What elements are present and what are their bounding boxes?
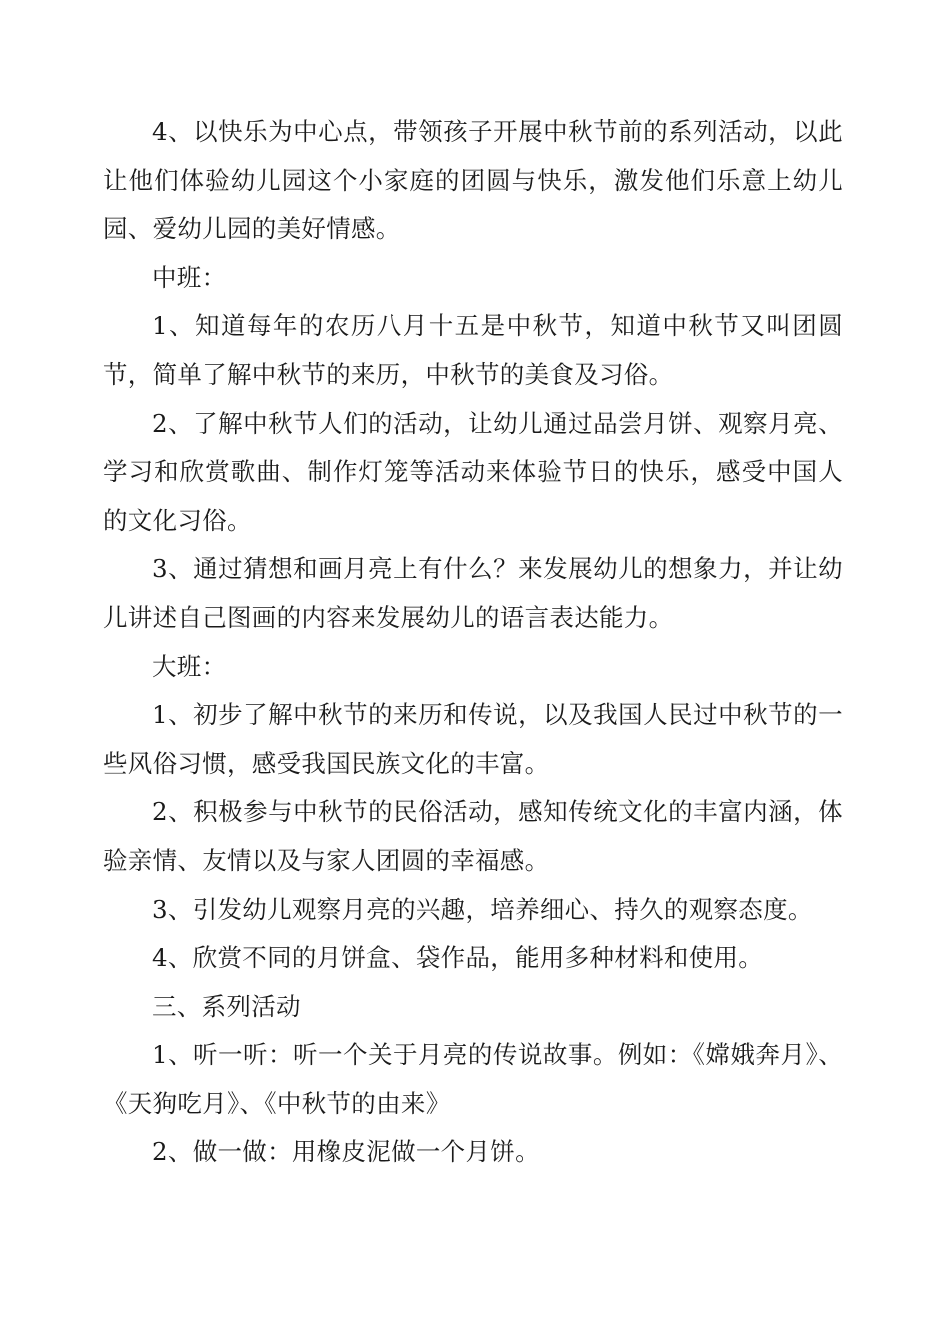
heading-middle-class: 中班： — [152, 262, 227, 292]
heading-senior-class: 大班： — [152, 651, 227, 681]
paragraph-middle-goal-3: 3、通过猜想和画月亮上有什么？来发展幼儿的想象力，并让幼儿讲述自己图画的内容来发展幼儿的语言表达能力。 — [103, 554, 843, 632]
document-body — [103, 108, 843, 1177]
paragraph-senior-goal-4: 4、欣赏不同的月饼盒、袋作品，能用多种材料和使用。 — [152, 943, 764, 973]
paragraph-activity-1: 1、听一听：听一个关于月亮的传说故事。例如：《嫦娥奔月》、《天狗吃月》、《中秋节的由来》 — [103, 1040, 843, 1118]
paragraph-middle-goal-2: 2、了解中秋节人们的活动，让幼儿通过品尝月饼、观察月亮、学习和欣赏歌曲、制作灯笼等活动来体验节日的快乐，感受中国人的文化习俗。 — [103, 408, 843, 535]
paragraph-activity-2: 2、做一做：用橡皮泥做一个月饼。 — [152, 1137, 540, 1167]
paragraph-goal-4: 4、以快乐为中心点，带领孩子开展中秋节前的系列活动，以此让他们体验幼儿园这个小家庭的团圆与快乐，激发他们乐意上幼儿园、爱幼儿园的美好情感。 — [103, 117, 843, 244]
paragraph-senior-goal-3: 3、引发幼儿观察月亮的兴趣，培养细心、持久的观察态度。 — [152, 894, 813, 924]
paragraph-middle-goal-1: 1、知道每年的农历八月十五是中秋节，知道中秋节又叫团圆节，简单了解中秋节的来历，中秋节的美食及习俗。 — [103, 311, 843, 389]
paragraph-senior-goal-2: 2、积极参与中秋节的民俗活动，感知传统文化的丰富内涵，体验亲情、友情以及与家人团圆的幸福感。 — [103, 797, 843, 875]
section-heading-activities: 三、系列活动 — [152, 991, 301, 1021]
paragraph-senior-goal-1: 1、初步了解中秋节的来历和传说，以及我国人民过中秋节的一些风俗习惯，感受我国民族文化的丰富。 — [103, 700, 843, 778]
